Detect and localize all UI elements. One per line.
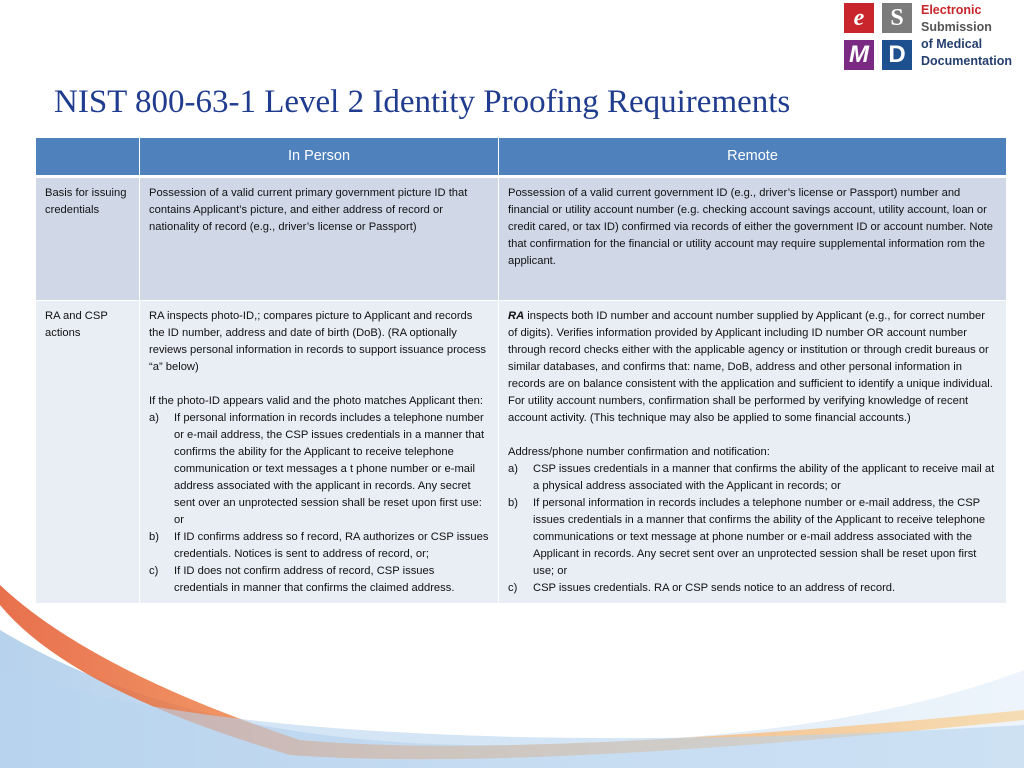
page-title: NIST 800-63-1 Level 2 Identity Proofing Requirements (54, 84, 791, 120)
header-in-person: In Person (140, 138, 499, 177)
list-marker: b) (149, 531, 159, 543)
list-item (508, 461, 997, 495)
in-person-lead: If the photo-ID appears valid and the photo matches Applicant then: (149, 395, 483, 407)
list-item-text: If personal information in records includes a telephone number or e-mail address, the CSP issues credentials in a manner that confirms the ability of the Applicant to receive telephone communications or text message at phone number or e-mail address associated with the Applicant in records. Any secret sent over an unprotected session shall be reset upon first use; or (533, 497, 986, 577)
list-marker: a) (149, 412, 159, 424)
in-person-list (149, 410, 489, 597)
table-row (36, 177, 1007, 301)
in-person-intro: RA inspects photo-ID,; compares picture to Applicant and records the ID number, address and date of birth (DoB). (RA optionally reviews personal information in records to support issuance process “a” below) (149, 310, 487, 373)
logo-line-4: Documentation (921, 54, 1012, 68)
header-blank-cell (36, 138, 140, 177)
cell-in-person-actions (140, 301, 499, 604)
list-item-text: If personal information in records includes a telephone number or e-mail address, the CSP issues credentials in a manner that confirms the ability for the Applicant to receive telephone communication or text messages a t phone number or e-mail address associated with the applicant in records. Any secret sent over an unprotected session shall be reset upon first use: or (174, 412, 485, 526)
list-item (508, 495, 997, 580)
list-marker: c) (508, 582, 518, 594)
table-row (36, 301, 1007, 604)
list-item-text: CSP issues credentials. RA or CSP sends notice to an address of record. (533, 582, 896, 594)
list-item-text: CSP issues credentials in a manner that confirms the ability of the applicant to receive mail at a physical address associated with the Applicant in records; or (533, 463, 995, 492)
table-header-row (36, 138, 1007, 177)
list-item-text: If ID does not confirm address of record, CSP issues credentials in manner that confirms the claimed address. (174, 565, 455, 594)
logo-e-square: e (844, 3, 874, 33)
logo-line-1: Electronic (921, 3, 982, 17)
logo-s-square: S (882, 3, 912, 33)
logo-line-3: of Medical (921, 37, 983, 51)
header-remote: Remote (499, 138, 1007, 177)
remote-intro-text: inspects both ID number and account number supplied by Applicant (e.g., for correct number of digits). Verifies information provided by Applicant including ID number OR account number through record checks either with the applicable agency or institution or through credit bureaus or similar databases, and confirms that: name, DoB, address and other personal information in records are on balance consistent with the application and sufficient to identify a unique individual. For utility account numbers, confirmation shall be performed by verifying knowledge of recent account activity. (This technique may also be applied to some financial accounts.) (508, 310, 993, 424)
row-label-basis: Basis for issuing credentials (36, 177, 140, 301)
list-marker: b) (508, 497, 518, 509)
list-item (149, 410, 489, 529)
remote-lead: Address/phone number confirmation and notification: (508, 446, 770, 458)
esmd-logo (844, 3, 1020, 71)
remote-list (508, 461, 997, 597)
cell-remote-actions (499, 301, 1007, 604)
row-label-actions: RA and CSP actions (36, 301, 140, 604)
list-marker: a) (508, 463, 518, 475)
requirements-table (35, 137, 1007, 604)
list-item (149, 563, 489, 597)
list-item (149, 529, 489, 563)
logo-wordmark (921, 2, 1012, 70)
logo-d-square: D (882, 40, 912, 70)
ra-label: RA (508, 310, 525, 322)
cell-remote-basis: Possession of a valid current government ID (e.g., driver’s license or Passport) number and financial or utility account number (e.g. checking account savings account, utility account, loan or credit cared, or tax ID) confirmed via records of either the government ID or account number. Note that confirmation for the financial or utility account may require supplemental information rom the applicant. (499, 177, 1007, 301)
list-item (508, 580, 997, 597)
logo-line-2: Submission (921, 20, 992, 34)
cell-in-person-basis: Possession of a valid current primary government picture ID that contains Applicant’s picture, and either address of record or nationality of record (e.g., driver’s license or Passport) (140, 177, 499, 301)
logo-m-square: M (844, 40, 874, 70)
list-item-text: If ID confirms address so f record, RA authorizes or CSP issues credentials. Notices is sent to address of record, or; (174, 531, 489, 560)
remote-intro (508, 308, 997, 427)
list-marker: c) (149, 565, 159, 577)
